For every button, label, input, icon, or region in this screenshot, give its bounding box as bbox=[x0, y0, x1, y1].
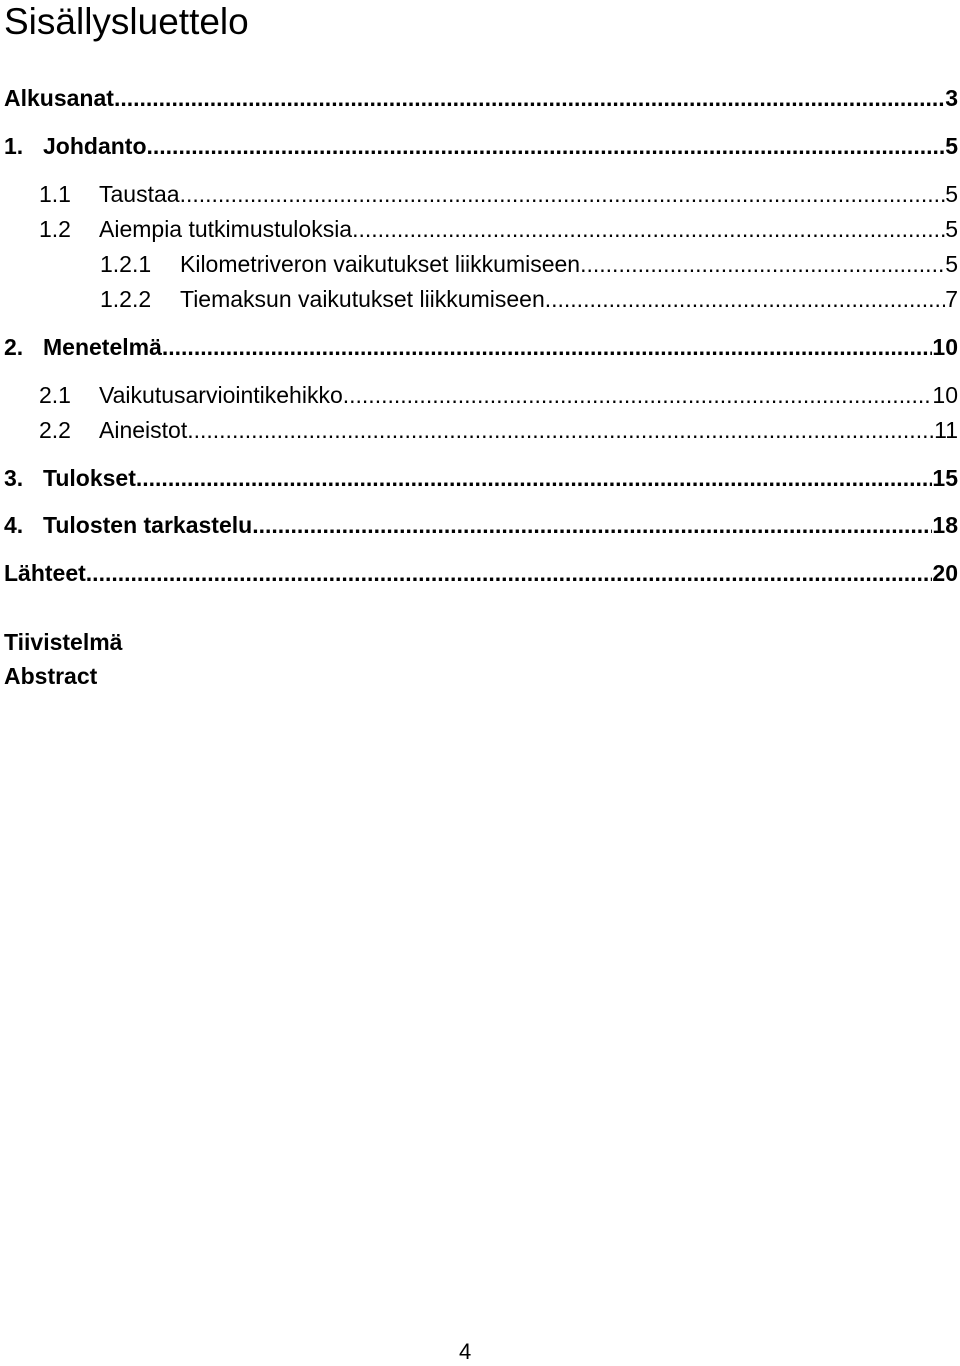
toc-leader-dots bbox=[162, 333, 933, 361]
toc-entry-page: 20 bbox=[932, 560, 958, 586]
toc-entry-menetelma[interactable] bbox=[4, 333, 958, 361]
page-title: Sisällysluettelo bbox=[4, 1, 249, 42]
toc-leader-dots bbox=[136, 464, 933, 492]
toc-entry-label: Kilometriveron vaikutukset liikkumiseen bbox=[180, 251, 581, 277]
toc-entry-page: 3 bbox=[945, 85, 958, 111]
appendix-tiivistelma: Tiivistelmä bbox=[4, 629, 123, 655]
appendix-abstract: Abstract bbox=[4, 663, 98, 689]
toc-entry-number: 2.1 bbox=[39, 382, 71, 408]
toc-entry-page: 10 bbox=[932, 382, 958, 408]
toc-entry-page: 15 bbox=[932, 465, 958, 491]
toc-leader-dots bbox=[352, 215, 945, 243]
toc-entry-label: Aineistot bbox=[99, 417, 188, 443]
toc-entry-lahteet[interactable] bbox=[4, 559, 958, 587]
toc-entry-tulosten-tarkastelu[interactable] bbox=[4, 511, 958, 539]
toc-leader-dots bbox=[180, 180, 946, 208]
toc-entry-label: Lähteet bbox=[4, 560, 86, 586]
toc-leader-dots bbox=[86, 559, 933, 587]
toc-entry-number: 2.2 bbox=[39, 417, 71, 443]
toc-entry-tiemaksun-vaikutukset[interactable] bbox=[100, 285, 958, 313]
table-of-contents bbox=[0, 0, 960, 600]
toc-entry-number: 1.1 bbox=[39, 181, 71, 207]
toc-entry-aiempia-tutkimustuloksia[interactable] bbox=[39, 215, 958, 243]
toc-leader-dots bbox=[252, 511, 932, 539]
toc-entry-number: 2. bbox=[4, 334, 24, 360]
toc-entry-kilometriveron-vaikutukset[interactable] bbox=[100, 250, 958, 278]
toc-entry-number: 1.2 bbox=[39, 216, 71, 242]
toc-entry-label: Tiemaksun vaikutukset liikkumiseen bbox=[180, 286, 545, 312]
toc-entry-page: 5 bbox=[945, 216, 958, 242]
toc-entry-page: 7 bbox=[945, 286, 958, 312]
toc-entry-tulokset[interactable] bbox=[4, 464, 958, 492]
toc-entry-number: 1. bbox=[4, 133, 24, 159]
toc-leader-dots bbox=[187, 416, 934, 444]
toc-entry-alkusanat[interactable] bbox=[4, 84, 958, 112]
toc-entry-number: 1.2.1 bbox=[100, 251, 152, 277]
toc-entry-label: Tulosten tarkastelu bbox=[43, 512, 253, 538]
toc-entry-label: Johdanto bbox=[43, 133, 147, 159]
toc-entry-page: 5 bbox=[945, 251, 958, 277]
toc-entry-label: Tulokset bbox=[43, 465, 136, 491]
toc-entry-number: 1.2.2 bbox=[100, 286, 152, 312]
toc-leader-dots bbox=[580, 250, 945, 278]
toc-entry-page: 18 bbox=[932, 512, 958, 538]
toc-leader-dots bbox=[343, 381, 933, 409]
toc-entry-label: Vaikutusarviointikehikko bbox=[99, 382, 343, 408]
toc-entry-label: Menetelmä bbox=[43, 334, 162, 360]
toc-entry-number: 3. bbox=[4, 465, 24, 491]
toc-entry-aineistot[interactable] bbox=[39, 416, 958, 444]
toc-leader-dots bbox=[545, 285, 945, 313]
toc-entry-page: 10 bbox=[932, 334, 958, 360]
toc-leader-dots bbox=[147, 132, 946, 160]
toc-entry-taustaa[interactable] bbox=[39, 180, 958, 208]
toc-entry-label: Aiempia tutkimustuloksia bbox=[99, 216, 353, 242]
toc-entry-label: Taustaa bbox=[99, 181, 180, 207]
toc-entry-johdanto[interactable] bbox=[4, 132, 958, 160]
toc-entry-page: 5 bbox=[945, 181, 958, 207]
toc-entry-vaikutusarviointikehikko[interactable] bbox=[39, 381, 958, 409]
toc-entry-label: Alkusanat bbox=[4, 85, 114, 111]
toc-entry-page: 11 bbox=[934, 417, 958, 443]
toc-entry-number: 4. bbox=[4, 512, 24, 538]
page-number: 4 bbox=[459, 1339, 472, 1364]
toc-leader-dots bbox=[114, 84, 945, 112]
toc-entry-page: 5 bbox=[945, 133, 958, 159]
